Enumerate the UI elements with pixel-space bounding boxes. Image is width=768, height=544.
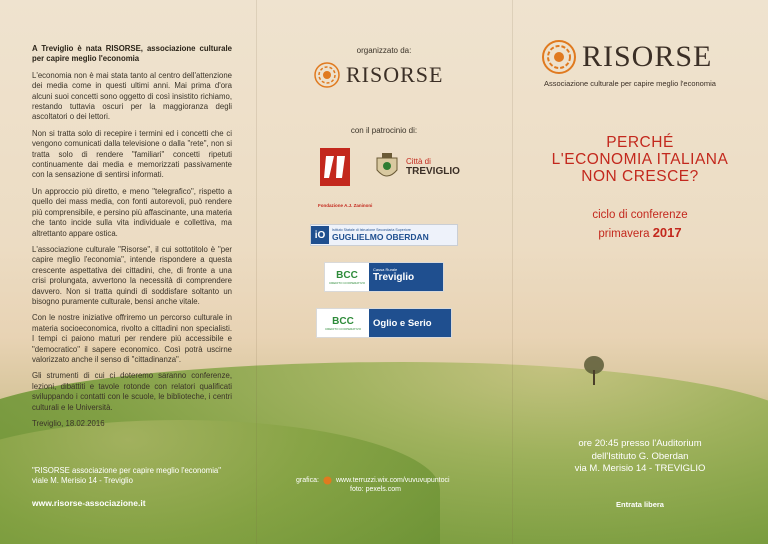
left-footer xyxy=(32,466,242,508)
bcc-badge-2 xyxy=(317,316,369,331)
association-description xyxy=(32,44,232,435)
bcc-oglio-serio-logo xyxy=(316,308,452,338)
right-panel xyxy=(512,0,768,544)
patronage-label: con il patrocinio di: xyxy=(350,126,418,135)
risorse-emblem-large-icon xyxy=(542,40,576,74)
lead-paragraph: A Treviglio è nata RISORSE, associazione culturale per capire meglio l'economia xyxy=(32,44,232,64)
paragraph-2: Non si tratta solo di recepire i termini ed i concetti che ci vengono comunicati dalla televisione o dalla "rete", non si tratta solo di rendere "familiari" concetti ripetuti continuamente dai media e memorizzati passivamente con la sensazione di sentirsi informati. xyxy=(32,128,232,180)
bcc-treviglio-name: Treviglio xyxy=(373,272,415,283)
cycle-line: ciclo di conferenze xyxy=(592,209,688,221)
credits-label: grafica: xyxy=(296,477,319,484)
bcc-oglio-serio-name: Oglio e Serio xyxy=(369,309,451,337)
venue-line-1: ore 20:45 presso l'Auditorium xyxy=(578,438,702,449)
footer-association-name: "RISORSE associazione per capire meglio l'economia" xyxy=(32,466,222,475)
title-line-2: L'ECONOMIA ITALIANA xyxy=(551,151,729,168)
paragraph-1: L'economia non è mai stata tanto al centro dell'attenzione dei media come in questi ultimi anni. Mai prima d'ora alcuni suoi concetti sono oggetto di così insistito richiamo, restando tuttavia oscuri per la maggioranza degli ascoltatori o dei lettori. xyxy=(32,70,232,122)
date-line: Treviglio, 18.02.2016 xyxy=(32,419,105,428)
free-entry-label: Entrata libera xyxy=(616,500,664,509)
venue-info xyxy=(512,438,768,476)
venue-line-3: via M. Merisio 14 - TREVIGLIO xyxy=(574,463,706,474)
treviglio-logo xyxy=(374,152,460,182)
title-line-1: PERCHÉ xyxy=(606,134,674,151)
oberdan-name: GUGLIELMO OBERDAN xyxy=(332,232,429,242)
year-label: 2017 xyxy=(652,225,682,240)
credits-site[interactable]: www.terruzzi.wix.com/vuvuvupuntoci xyxy=(335,477,450,484)
risorse-wordmark-large: RISORSE xyxy=(582,40,713,73)
organized-by-label: organizzato da: xyxy=(356,46,412,55)
bcc-treviglio-panel xyxy=(369,263,443,291)
paragraph-5: Con le nostre iniziative offriremo un percorso culturale in materia socioeconomica, rivolto a cittadini non specialisti. I tempi ci paiono maturi per rendere più accessibile e "democratico" il sapere economico. Così potrà uscirne valorizzato anche il senso di "cittadinanza". xyxy=(32,313,232,364)
risorse-logo-large xyxy=(542,40,712,74)
zaninoni-emblem-icon xyxy=(318,146,352,188)
paragraph-3: Un approccio più diretto, e meno "telegrafico", rispetto a quello dei mass media, con fonti autorevoli, può rendere più comprensibile, e persino più affascinante, una materia che tanto incide sulla vita individuale e collettiva, ma altrettanto appare ostica. xyxy=(32,186,232,238)
paragraph-4: L'associazione culturale "Risorse", il cui sottotitolo è "per capire meglio l'economia", intende rispondere a questa crescente aspettativa dei cittadini, che, di fronte a una crisi prolungata, avvertono la necessità di comprendere davvero. Non si tratta quindi di soddisfare soltanto un bisogno puramente culturale, bensì anche vitale. xyxy=(32,244,232,306)
credits xyxy=(296,476,496,494)
risorse-emblem-icon xyxy=(314,62,340,88)
risorse-wordmark: RISORSE xyxy=(346,62,444,87)
conference-cycle xyxy=(512,207,768,243)
designer-icon xyxy=(323,476,332,485)
treviglio-label: TREVIGLIO xyxy=(406,166,460,177)
oberdan-small-text: Istituto Statale di Istruzione Secondaria Superiore xyxy=(332,228,411,232)
footer-address: viale M. Merisio 14 - Treviglio xyxy=(32,476,133,485)
title-line-3: NON CRESCE? xyxy=(581,168,699,185)
coat-of-arms-icon xyxy=(374,152,400,182)
zaninoni-caption: Fondazione A.J. Zaninoni xyxy=(318,203,373,208)
cassa-rurale-label: Cassa Rurale xyxy=(373,267,398,272)
zaninoni-logo xyxy=(318,146,373,208)
bcc-label: BCC xyxy=(336,269,358,281)
venue-line-2: dell'Istituto G. Oberdan xyxy=(591,450,689,462)
middle-panel xyxy=(256,0,512,544)
left-panel xyxy=(0,0,256,544)
bcc-sub-2: CREDITO COOPERATIVO xyxy=(324,326,362,331)
website-link[interactable]: www.risorse-associazione.it xyxy=(32,498,146,508)
credits-photo: foto: pexels.com xyxy=(350,486,401,493)
bcc-label-2: BCC xyxy=(332,315,354,327)
citta-di-label: Città di xyxy=(406,157,431,166)
bcc-sub: CREDITO COOPERATIVO xyxy=(328,280,366,285)
oberdan-logo xyxy=(310,224,458,246)
risorse-logo-small xyxy=(314,62,443,88)
oberdan-emblem-icon: iO xyxy=(311,226,329,244)
risorse-subtitle: Associazione culturale per capire meglio l'economia xyxy=(544,79,716,88)
event-title xyxy=(512,134,768,185)
bcc-badge xyxy=(325,270,369,285)
paragraph-6: Gli strumenti di cui ci doteremo saranno conferenze, lezioni, dibattiti e tavole rotonde con relatori qualificati sviluppando i contatti con le scuole, le biblioteche, i centri culturali e le Università. xyxy=(32,371,232,412)
season-label: primavera xyxy=(598,228,650,240)
bcc-treviglio-logo xyxy=(324,262,444,292)
